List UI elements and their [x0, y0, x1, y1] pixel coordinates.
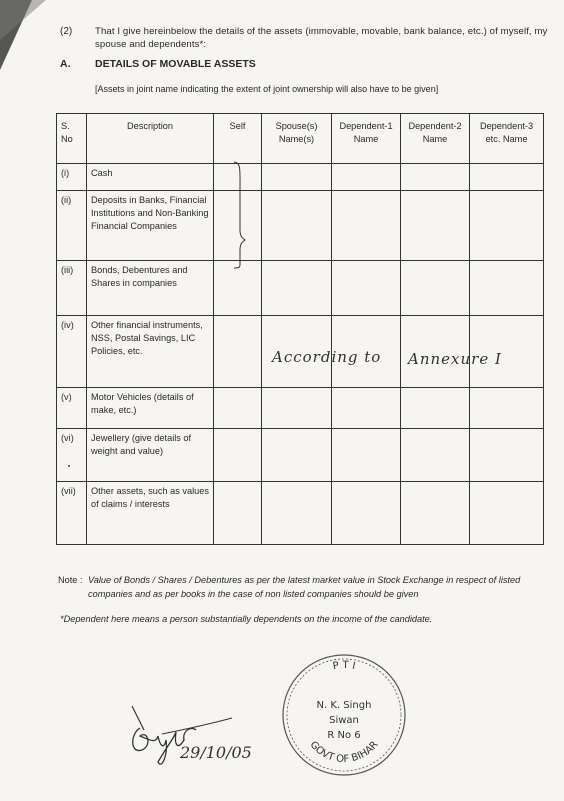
table-row — [57, 191, 544, 261]
row-description: Other assets, such as values of claims / interests — [87, 482, 214, 545]
handwritten-annexure: Annexure I — [408, 350, 502, 368]
header-sno: S. No — [57, 114, 87, 164]
scan-corner-shadow-light — [0, 0, 46, 40]
row-sno: (iii) — [57, 261, 87, 316]
seal-top-arc: P T I — [331, 659, 357, 673]
official-seal — [278, 650, 410, 780]
seal-line-1: N. K. Singh — [316, 700, 372, 711]
table-row — [57, 429, 544, 482]
header-dependent-3: Dependent-3 etc. Name — [470, 114, 544, 164]
header-spouse: Spouse(s) Name(s) — [262, 114, 332, 164]
row-sno: (vi) — [57, 429, 87, 482]
row-sno: (i) — [57, 164, 87, 191]
header-description: Description — [87, 114, 214, 164]
table-header-row — [57, 114, 544, 164]
signature-date: 29/10/05 — [180, 743, 252, 762]
table-row — [57, 482, 544, 545]
row-description: Motor Vehicles (details of make, etc.) — [87, 388, 214, 429]
section-letter: A. — [60, 58, 71, 70]
table-row — [57, 164, 544, 191]
note-text: Value of Bonds / Shares / Debentures as per the latest market value in Stock Exchange in respect of listed companies and as per books in the case of non listed companies should be given — [88, 575, 521, 599]
handwritten-signature — [122, 700, 272, 780]
paragraph-number: (2) — [60, 26, 73, 37]
row-sno: (vii) — [57, 482, 87, 545]
table-row — [57, 261, 544, 316]
row-sno: (ii) — [57, 191, 87, 261]
row-description: Cash — [87, 164, 214, 191]
section-title: DETAILS OF MOVABLE ASSETS — [95, 58, 256, 70]
section-subtitle: [Assets in joint name indicating the extent of joint ownership will also have to be given] — [95, 84, 439, 94]
row-description: Bonds, Debentures and Shares in companies — [87, 261, 214, 316]
row-description: Deposits in Banks, Financial Institutions and Non-Banking Financial Companies — [87, 191, 214, 261]
movable-assets-table — [56, 113, 544, 545]
row-sno: (v) — [57, 388, 87, 429]
handwritten-according-to: According to — [272, 348, 382, 366]
seal-bottom-arc: GOVT OF BIHAR — [307, 739, 381, 766]
curly-brace-mark — [232, 160, 246, 270]
row-sno: (iv) — [57, 316, 87, 388]
dependent-footnote: *Dependent here means a person substantially dependents on the income of the candidate. — [60, 614, 433, 624]
seal-line-3: R No 6 — [327, 730, 361, 741]
table-row — [57, 388, 544, 429]
header-self: Self — [214, 114, 262, 164]
paragraph-text: That I give hereinbelow the details of the assets (immovable, movable, bank balance, etc.) of myself, my spouse and dependents*: — [95, 26, 548, 50]
seal-line-2: Siwan — [329, 715, 359, 726]
row-description: Other financial instruments, NSS, Postal Savings, LIC Policies, etc. — [87, 316, 214, 388]
note-label: Note : — [58, 575, 83, 585]
ink-dot — [68, 465, 70, 467]
row-description: Jewellery (give details of weight and value) — [87, 429, 214, 482]
header-dependent-1: Dependent-1 Name — [332, 114, 401, 164]
header-dependent-2: Dependent-2 Name — [401, 114, 470, 164]
